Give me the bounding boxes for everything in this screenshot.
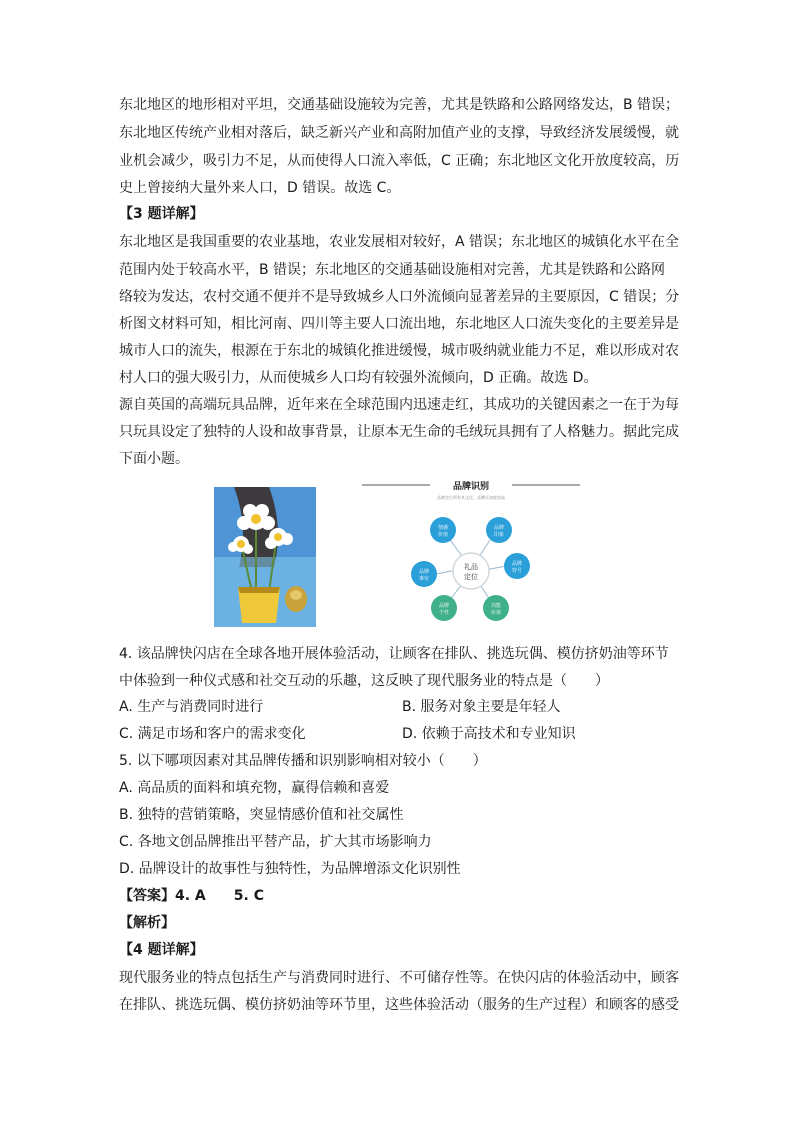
q4-option-c: C. 满足市场和客户的需求变化 xyxy=(119,726,306,742)
q5-option-b: B. 独特的营销策略，突显情感价值和社交属性 xyxy=(119,807,404,823)
q4-option-a: A. 生产与消费同时进行 xyxy=(119,699,264,715)
node-label: 品牌 xyxy=(511,561,523,567)
node-label: 符号 xyxy=(511,568,523,574)
node-label: 品牌 xyxy=(418,569,430,575)
text-line: 村人口的强大吸引力，从而使城乡人口均有较强外流倾向，D 正确。故选 D。 xyxy=(119,370,598,386)
q5-option-d: D. 品牌设计的故事性与独特性，为品牌增添文化识别性 xyxy=(119,861,461,877)
text-line: 源自英国的高端玩具品牌，近年来在全球范围内迅速走红，其成功的关键因素之一在于为每 xyxy=(119,397,679,413)
center-circle xyxy=(453,553,489,589)
question-5-stem: 5. 以下哪项因素对其品牌传播和识别影响相对较小（ ） xyxy=(119,753,487,769)
section-heading-q3: 【3 题详解】 xyxy=(119,206,204,222)
center-label-1: 礼品 xyxy=(464,563,478,571)
text-line: 城市人口的流失，根源在于东北的城镇化推进缓慢，城市吸纳就业能力不足，难以形成对农 xyxy=(119,343,679,359)
analysis-heading: 【解析】 xyxy=(119,915,175,931)
node-label: 印象 xyxy=(493,532,505,538)
q5-option-c: C. 各地文创品牌推出平替产品，扩大其市场影响力 xyxy=(119,834,432,850)
node-label: 价值 xyxy=(490,610,502,616)
brand-identity-diagram xyxy=(360,478,582,630)
text-line: 络较为发达，农村交通不便并不是导致城乡人口外流倾向显著差异的主要原因，C 错误；分 xyxy=(119,289,680,305)
diagram-subtitle: 品牌定位须有其文化、品牌认知度较高 xyxy=(437,495,505,500)
daisy-plush-image xyxy=(214,487,316,627)
question-4-stem: 中体验到一种仪式感和社交互动的乐趣，这反映了现代服务业的特点是（ ） xyxy=(119,673,609,689)
node-label: 品牌 xyxy=(438,603,450,609)
text-line: 析图文材料可知，相比河南、四川等主要人口流出地，东北地区人口流失变化的主要差异是 xyxy=(119,316,679,332)
text-line: 东北地区传统产业相对落后，缺乏新兴产业和高附加值产业的支撑，导致经济发展缓慢，就 xyxy=(119,125,679,141)
section-heading-q4: 【4 题详解】 xyxy=(119,942,204,958)
q4-option-b: B. 服务对象主要是年轻人 xyxy=(402,699,561,715)
diagram-title: 品牌识别 xyxy=(452,482,490,492)
text-line: 东北地区的地形相对平坦，交通基础设施较为完善，尤其是铁路和公路网络发达，B 错误； xyxy=(119,97,680,113)
text-line: 东北地区是我国重要的农业基地，农业发展相对较好，A 错误；东北地区的城镇化水平在全 xyxy=(119,234,680,250)
node-label: 事实 xyxy=(418,576,430,582)
text-line: 范围内处于较高水平，B 错误；东北地区的交通基础设施相对完善，尤其是铁路和公路网 xyxy=(119,262,666,278)
toy-photo xyxy=(214,487,316,627)
center-label-2: 定位 xyxy=(464,573,478,581)
text-line: 现代服务业的特点包括生产与消费同时进行、不可储存性等。在快闪店的体验活动中，顾客 xyxy=(119,970,679,986)
answer-line: 【答案】4. A 5. C xyxy=(119,888,264,904)
node-label: 情感 xyxy=(437,525,449,531)
node-label: 个性 xyxy=(438,610,450,616)
text-line: 在排队、挑选玩偶、模仿挤奶油等环节里，这些体验活动（服务的生产过程）和顾客的感受 xyxy=(119,997,679,1013)
text-line: 史上曾接纳大量外来人口，D 错误。故选 C。 xyxy=(119,180,401,196)
node-label: 功能 xyxy=(490,603,502,609)
node-label: 品牌 xyxy=(493,525,505,531)
text-line: 只玩具设定了独特的人设和故事背景，让原本无生命的毛绒玩具拥有了人格魅力。据此完成 xyxy=(119,424,679,440)
text-line: 业机会减少，吸引力不足，从而使得人口流入率低，C 正确；东北地区文化开放度较高，历 xyxy=(119,153,680,169)
question-4-stem: 4. 该品牌快闪店在全球各地开展体验活动，让顾客在排队、挑选玩偶、模仿挤奶油等环节 xyxy=(119,646,669,662)
q4-option-d: D. 依赖于高技术和专业知识 xyxy=(402,726,576,742)
node-label: 价值 xyxy=(437,532,449,538)
text-line: 下面小题。 xyxy=(119,451,189,467)
q5-option-a: A. 高品质的面料和填充物，赢得信赖和喜爱 xyxy=(119,780,390,796)
